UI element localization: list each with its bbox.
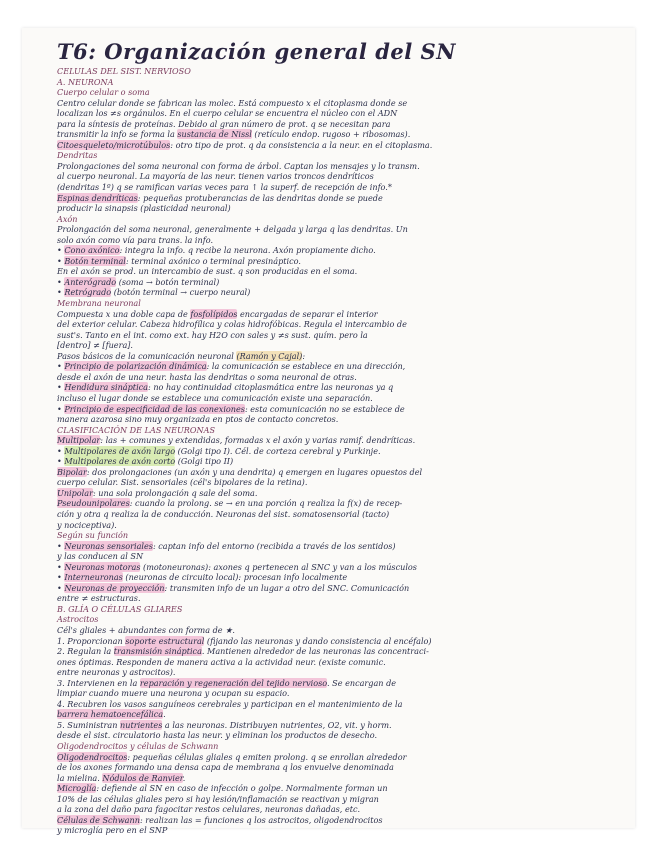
note-text: al cuerpo neuronal. La mayoría de las neur. tienen varios troncos dendríticos — [57, 171, 374, 182]
note-text: entre ≠ estructuras. — [57, 593, 141, 604]
note-text: entre neuronas y astrocitos). — [57, 667, 176, 678]
note-line — [57, 625, 627, 636]
note-line — [57, 393, 627, 404]
note-text: para la síntesis de proteínas. Debido al gran número de prot. q se necesitan para — [57, 118, 391, 129]
note-line — [57, 87, 627, 98]
note-text: : — [302, 350, 306, 361]
section-heading: Cuerpo celular o soma — [57, 87, 150, 98]
highlighted-term: Bipolar — [57, 466, 87, 477]
note-line — [57, 309, 627, 320]
note-text: : defiende al SN en caso de infección o golpe. Normalmente forman un — [96, 783, 388, 794]
note-text: transmitir la info se forma la — [57, 129, 178, 140]
note-line — [57, 108, 627, 119]
note-line — [57, 245, 627, 256]
note-line — [57, 541, 627, 552]
section-heading: Membrana neuronal — [57, 298, 141, 309]
highlighted-term: Anterógrado — [64, 276, 117, 287]
note-line — [57, 646, 627, 657]
note-line — [57, 224, 627, 235]
note-line — [57, 636, 627, 647]
note-line — [57, 752, 627, 763]
note-line — [57, 794, 627, 805]
note-line — [57, 182, 627, 193]
highlighted-term: Retrógrado — [64, 287, 112, 298]
note-text: 2. Regulan la — [57, 646, 114, 657]
note-text: Prolongaciones del soma neuronal con forma de árbol. Captan los mensajes y lo transm. — [57, 160, 420, 171]
highlighted-term: reparación y regeneración del tejido nervioso — [139, 677, 328, 688]
section-heading: Axón — [57, 213, 78, 224]
section-heading: Dendritas — [57, 150, 98, 161]
note-text: 5. Suministran — [57, 719, 121, 730]
note-text: • — [57, 582, 65, 593]
note-text: • — [57, 561, 65, 572]
note-text: la mielina. — [57, 772, 103, 783]
highlighted-term: Espinas dendríticas — [57, 192, 138, 203]
note-text: (Golgi tipo II) — [175, 456, 234, 467]
note-text: manera azarosa sino muy organizada en ptos de contacto concretos. — [57, 414, 339, 425]
note-text: • — [57, 403, 65, 414]
note-line — [57, 404, 627, 415]
note-line — [57, 509, 627, 520]
note-line — [57, 77, 627, 88]
note-text: ones óptimas. Responden de manera activa a la actividad neur. (existe comunic. — [57, 656, 386, 667]
note-line — [57, 193, 627, 204]
notes-body — [57, 40, 627, 836]
page-title: T6: Organización general del SN — [57, 39, 456, 64]
note-text: • — [57, 456, 65, 467]
note-line — [57, 604, 627, 615]
highlighted-term: (Ramón y Cajal) — [236, 350, 303, 361]
note-text: Pasos básicos de la comunicación neuronal — [57, 350, 237, 361]
note-line — [57, 235, 627, 246]
note-line — [57, 287, 627, 298]
note-text: • — [57, 382, 65, 393]
highlighted-term: Principio de polarización dinámica — [64, 361, 207, 372]
note-text: ción y otra q realiza la de conducción. Neuronas del sist. somatosensorial (tacto) — [57, 508, 390, 519]
note-text: (retículo endop. rugoso + ribosomas). — [251, 129, 411, 140]
note-text: : captan info del entorno (recibida a través de los sentidos) — [152, 540, 396, 551]
note-text: . — [182, 772, 186, 783]
note-line — [57, 467, 627, 478]
note-text: y microglía pero en el SNP — [57, 825, 168, 836]
note-line — [57, 614, 627, 625]
note-text: a las neuronas. Distribuyen nutrientes, O2, vit. y horm. — [162, 719, 392, 730]
note-line — [57, 825, 627, 836]
note-text: encargadas de separar el interior — [237, 308, 378, 319]
note-line — [57, 551, 627, 562]
note-text: solo axón como vía para trans. la info. — [57, 234, 214, 245]
highlighted-term: Cono axónico — [64, 245, 120, 256]
note-text: Compuesta x una doble capa de — [57, 308, 191, 319]
note-text: Centro celular donde se fabrican las molec. Está compuesto x el citoplasma donde se — [57, 97, 408, 108]
highlighted-term: Citoesqueleto/microtúbulos — [57, 139, 171, 150]
note-line — [57, 498, 627, 509]
note-text: : una sola prolongación q sale del soma. — [92, 487, 258, 498]
note-line — [57, 119, 627, 130]
note-line — [57, 657, 627, 668]
note-text: • — [57, 540, 65, 551]
note-text: desde el axón de una neur. hasta las dendritas o soma neuronal de otras. — [57, 371, 357, 382]
note-line — [57, 203, 627, 214]
section-heading: Oligodendrocitos y células de Schwann — [57, 741, 219, 751]
note-line — [57, 298, 627, 309]
note-text: y nociceptiva). — [57, 519, 117, 530]
highlighted-term: Multipolares de axón corto — [64, 456, 176, 467]
note-text: • — [57, 245, 65, 256]
note-line — [57, 351, 627, 362]
note-text: : realizan las = funciones q los astrocitos, oligodendrocitos — [139, 814, 383, 825]
highlighted-term: Células de Schwann — [57, 814, 140, 825]
note-text: y las conducen al SN — [57, 551, 144, 562]
highlighted-term: Multipolar — [57, 435, 101, 446]
note-text: a la zona del daño para fagocitar restos celulares, neuronas dañadas, etc. — [57, 804, 361, 815]
note-text: [dentro] ≠ [fuera]. — [57, 340, 134, 351]
note-line — [57, 783, 627, 794]
note-line — [57, 530, 627, 541]
highlighted-term: barrera hematoencefálica — [57, 709, 164, 720]
note-line — [57, 340, 627, 351]
note-text: del exterior celular. Cabeza hidrofílica y colas hidrofóbicas. Regula el intercambio de — [57, 319, 407, 330]
note-text: (fijando las neuronas y dando consistencia al encéfalo) — [204, 635, 432, 646]
note-text: (dendritas 1º) q se ramifican varias veces para ↑ la superf. de recepción de info.* — [57, 182, 392, 193]
note-text: sust's. Tanto en el int. como ext. hay H2O con sales y ≠s sust. quím. pero la — [57, 329, 368, 340]
highlighted-term: transmisión sináptica — [113, 646, 202, 657]
note-text: : dos prolongaciones (un axón y una dendrita) q emergen en lugares opuestos del — [86, 466, 423, 477]
note-text: cuerpo celular. Sist. sensoriales (cél's bipolares de la retina). — [57, 477, 308, 488]
highlighted-term: Neuronas motoras — [64, 561, 141, 572]
note-text: : cuando la prolong. se → en una porción q realiza la f(x) de recep- — [129, 498, 403, 509]
note-text: Cél's gliales + abundantes con forma de ★. — [57, 624, 235, 635]
highlighted-term: Nódulos de Ranvier — [102, 772, 183, 783]
note-text: . — [163, 709, 166, 720]
note-line — [57, 583, 627, 594]
note-line — [57, 741, 627, 752]
note-text: (Golgi tipo I). Cél. de corteza cerebral y Purkinje. — [175, 445, 381, 456]
note-text: • — [57, 287, 65, 298]
note-text: : no hay continuidad citoplasmática entre las neuronas ya q — [148, 382, 394, 393]
note-text: producir la sinapsis (plasticidad neuronal) — [57, 203, 231, 214]
note-text: (neuronas de circuito local): procesan info localmente — [122, 572, 348, 583]
highlighted-term: Multipolares de axón largo — [64, 445, 176, 456]
note-line — [57, 98, 627, 109]
note-line — [57, 804, 627, 815]
highlighted-term: soporte estructural — [125, 635, 205, 646]
note-line — [57, 171, 627, 182]
highlighted-term: Pseudounipolares — [57, 498, 130, 509]
note-line — [57, 773, 627, 784]
highlighted-term: Principio de especificidad de las conexiones — [64, 403, 245, 414]
note-line — [57, 688, 627, 699]
note-text: : otro tipo de prot. q da consistencia a la neur. en el citoplasma. — [170, 139, 433, 150]
note-line — [57, 667, 627, 678]
note-text: localizan los ≠s orgánulos. En el cuerpo celular se encuentra el núcleo con el ADN — [57, 108, 398, 119]
note-line — [57, 277, 627, 288]
note-text: (botón terminal → cuerpo neural) — [111, 287, 251, 298]
note-text: : pequeñas protuberancias de las dendritas donde se puede — [137, 192, 383, 203]
section-heading: Astrocitos — [57, 614, 99, 625]
highlighted-term: Neuronas de proyección — [64, 582, 165, 593]
note-line — [57, 382, 627, 393]
note-text: (motoneuronas): axones q pertenecen al SNC y van a los músculos — [140, 561, 417, 572]
note-line — [57, 720, 627, 731]
section-heading: Según su función — [57, 530, 129, 541]
note-line — [57, 593, 627, 604]
note-text: : transmiten info de un lugar a otro del SNC. Comunicación — [164, 582, 410, 593]
note-line — [57, 425, 627, 436]
note-line — [57, 161, 627, 172]
note-line — [57, 815, 627, 826]
note-line — [57, 330, 627, 341]
note-line — [57, 488, 627, 499]
note-line — [57, 266, 627, 277]
note-line — [57, 709, 627, 720]
note-text: : integra la info. q recibe la neurona. Axón propiamente dicho. — [119, 245, 376, 256]
note-line — [57, 372, 627, 383]
note-text: limpiar cuando muere una neurona y ocupan su espacio. — [57, 688, 290, 699]
note-line — [57, 446, 627, 457]
note-line — [57, 150, 627, 161]
note-line — [57, 562, 627, 573]
note-text: • — [57, 276, 65, 287]
note-text: En el axón se prod. un intercambio de sust. q son producidas en el soma. — [57, 266, 358, 277]
note-text: . Mantienen alrededor de las neuronas las concentraci- — [201, 646, 429, 657]
note-text: : la comunicación se establece en una dirección, — [206, 361, 406, 372]
note-text: • — [57, 572, 65, 583]
highlighted-term: Hendidura sináptica — [64, 382, 149, 393]
note-line — [57, 730, 627, 741]
highlighted-term: nutrientes — [120, 719, 163, 730]
note-text: 10% de las células gliales pero si hay lesión/inflamación se reactivan y migran — [57, 793, 379, 804]
note-line — [57, 66, 627, 77]
note-text: Prolongación del soma neuronal, generalmente + delgada y larga q las dendritas. Un — [57, 224, 408, 235]
note-line — [57, 361, 627, 372]
note-text: (soma → botón terminal) — [116, 276, 220, 287]
section-heading: CELULAS DEL SIST. NERVIOSO — [57, 66, 191, 76]
highlighted-term: Unipolar — [57, 487, 93, 498]
note-text: . Se encargan de — [327, 677, 397, 688]
note-line — [57, 140, 627, 151]
section-heading: A. NEURONA — [57, 76, 114, 87]
note-text: • — [57, 255, 65, 266]
highlighted-term: Neuronas sensoriales — [64, 540, 153, 551]
note-line — [57, 477, 627, 488]
section-heading: B. GLÍA O CÉLULAS GLIARES — [57, 603, 183, 614]
note-text: incluso el lugar donde se establece una comunicación existe una separación. — [57, 392, 373, 403]
note-line — [57, 456, 627, 467]
note-text: 3. Intervienen en la — [57, 677, 140, 688]
highlighted-term: Microglía — [57, 783, 97, 794]
note-line — [57, 256, 627, 267]
note-text: de los axones formando una densa capa de membrana q los envuelve denominada — [57, 762, 394, 773]
note-text: : pequeñas células gliales q emiten prolong. q se enrollan alrededor — [127, 751, 407, 762]
highlighted-term: Interneuronas — [64, 572, 123, 583]
note-line — [57, 762, 627, 773]
note-text: : terminal axónico o terminal presináptico. — [125, 255, 301, 266]
note-text: 4. Recubren los vasos sanguíneos cerebrales y participan en el mantenimiento de la — [57, 698, 403, 709]
note-line — [57, 319, 627, 330]
note-line — [57, 572, 627, 583]
note-text: • — [57, 445, 65, 456]
highlighted-term: Botón terminal — [64, 255, 126, 266]
note-line — [57, 520, 627, 531]
notebook-page — [22, 28, 635, 836]
note-text: 1. Proporcionan — [57, 635, 126, 646]
highlighted-term: Oligodendrocitos — [57, 751, 128, 762]
note-text: • — [57, 361, 65, 372]
note-line — [57, 214, 627, 225]
note-text: : esta comunicación no se establece de — [244, 403, 405, 414]
highlighted-term: fosfolípidos — [190, 308, 238, 319]
note-line — [57, 435, 627, 446]
note-line — [57, 699, 627, 710]
note-text: desde el sist. circulatorio hasta las neur. y eliminan los productos de desecho. — [57, 730, 378, 741]
section-heading: CLASIFICACIÓN DE LAS NEURONAS — [57, 424, 216, 435]
note-line — [57, 678, 627, 689]
note-line — [57, 129, 627, 140]
note-text: : las + comunes y extendidas, formadas x el axón y varias ramif. dendríticas. — [100, 435, 416, 446]
highlighted-term: sustancia de Nissl — [177, 129, 252, 140]
note-line — [57, 414, 627, 425]
